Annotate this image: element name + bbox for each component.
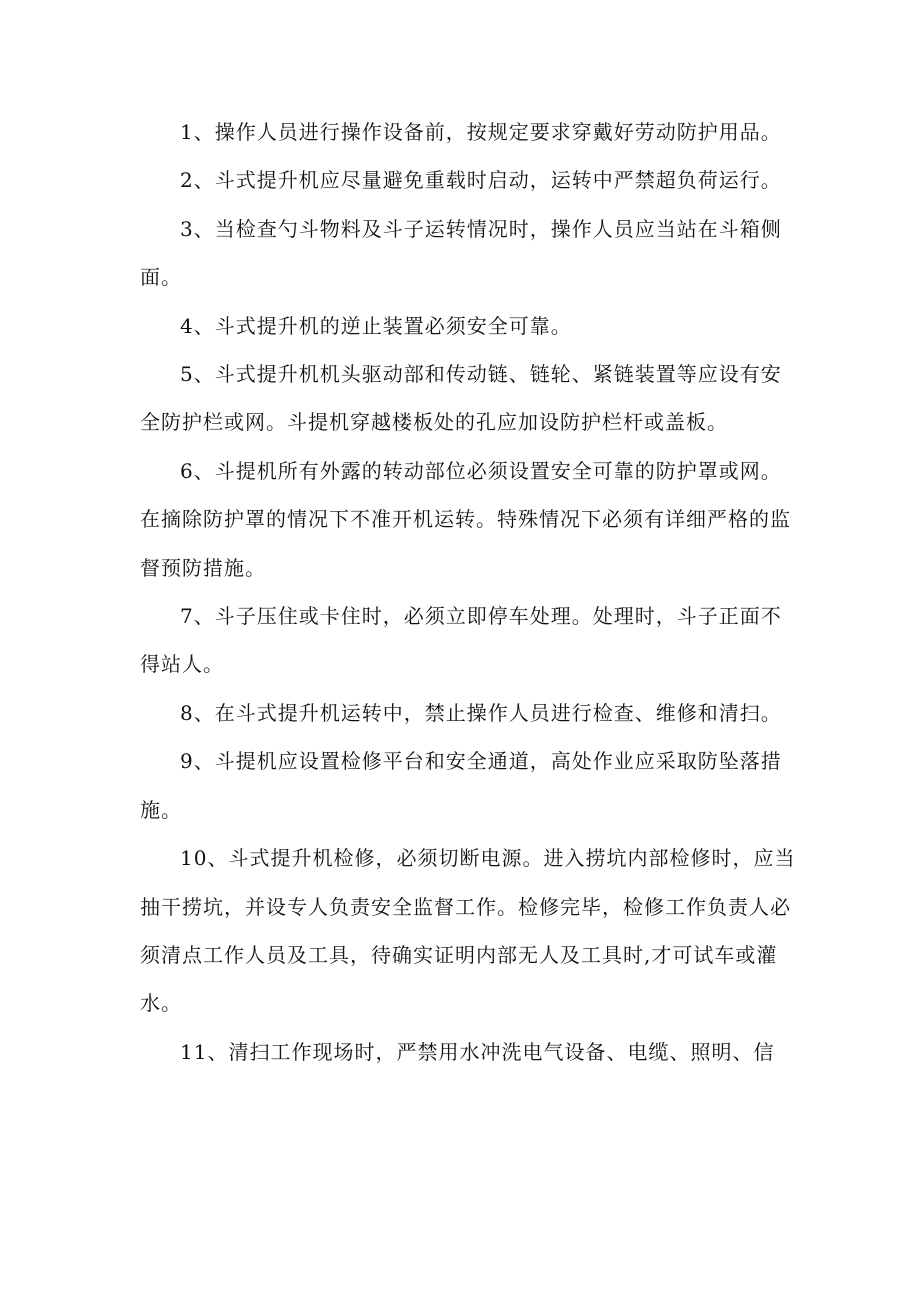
paragraph-8: 8、在斗式提升机运转中，禁止操作人员进行检查、维修和清扫。 (180, 700, 782, 725)
paragraph-10: 10、斗式提升机检修，必须切断电源。进入捞坑内部检修时，应当抽干捞坑，并设专人负责安全监督工作。检修完毕，检修工作负责人必须清点工作人员及工具，待确实证明内部无人及工具时,才可试车或灌水。 (140, 846, 796, 1016)
paragraph-11: 11、清扫工作现场时，严禁用水冲洗电气设备、电缆、照明、信 (180, 1039, 775, 1064)
paragraph-9: 9、斗提机应设置检修平台和安全通道，高处作业应采取防坠落措施。 (140, 749, 782, 822)
paragraph-4: 4、斗式提升机的逆止装置必须安全可靠。 (180, 313, 572, 338)
paragraph-1: 1、操作人员进行操作设备前，按规定要求穿戴好劳动防护用品。 (180, 120, 782, 144)
document-body (140, 108, 800, 1076)
paragraph-2: 2、斗式提升机应尽量避免重载时启动，运转中严禁超负荷运行。 (180, 168, 782, 193)
paragraph-7: 7、斗子压住或卡住时，必须立即停车处理。处理时，斗子正面不得站人。 (140, 604, 782, 677)
paragraph-6: 6、斗提机所有外露的转动部位必须设置安全可靠的防护罩或网。在摘除防护罩的情况下不准开机运转。特殊情况下必须有详细严格的监督预防措施。 (140, 458, 791, 580)
paragraph-5: 5、斗式提升机机头驱动部和传动链、链轮、紧链装置等应设有安全防护栏或网。斗提机穿越楼板处的孔应加设防护栏杆或盖板。 (140, 362, 782, 435)
paragraph-3: 3、当检查勺斗物料及斗子运转情况时，操作人员应当站在斗箱侧面。 (140, 216, 782, 290)
